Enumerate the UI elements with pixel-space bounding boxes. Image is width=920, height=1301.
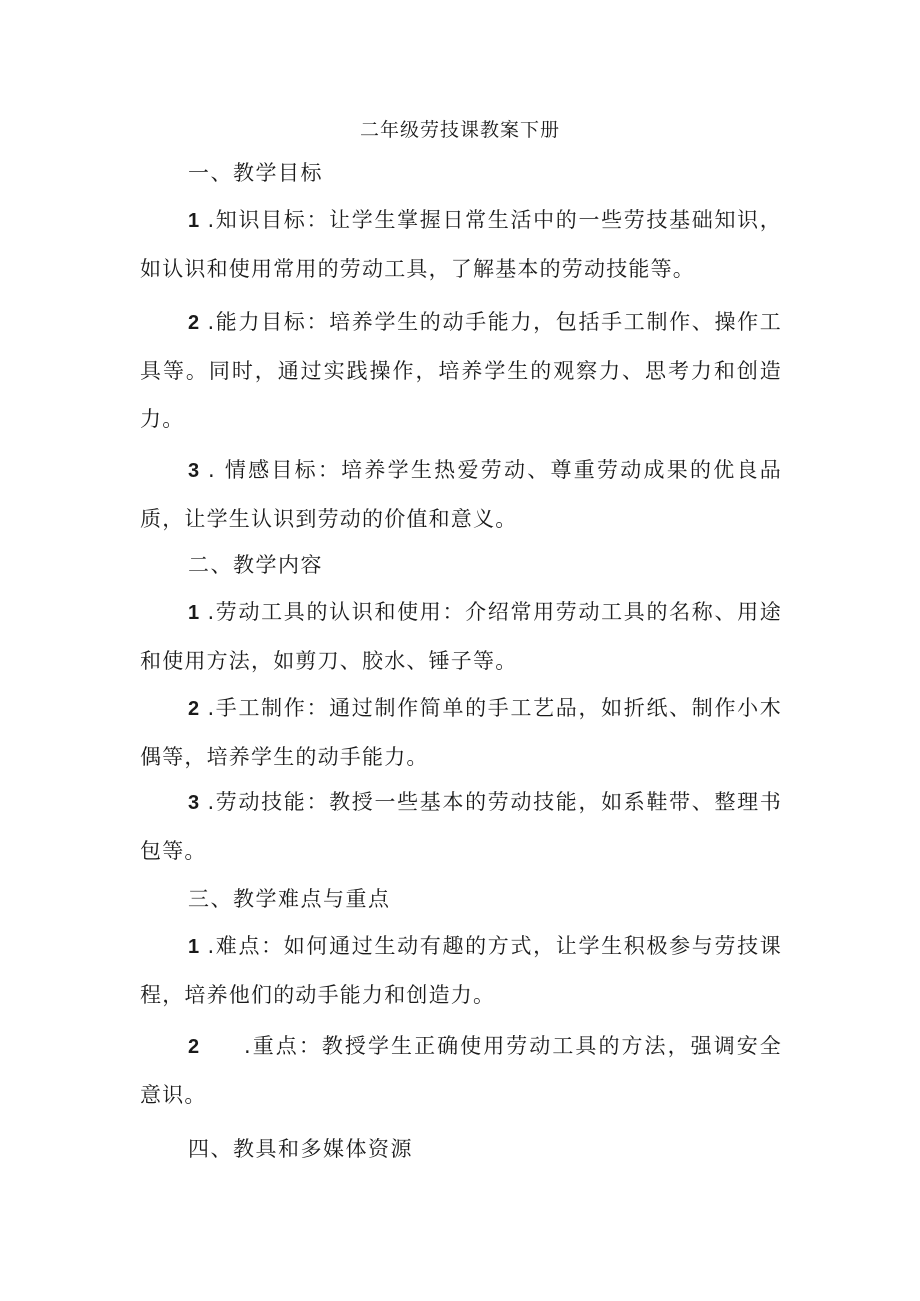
paragraph [140, 588, 782, 685]
paragraph [140, 778, 782, 875]
item-number: 1 [188, 602, 200, 624]
paragraph [140, 922, 782, 1019]
item-text: .手工制作：通过制作简单的手工艺品，如折纸、制作小木偶等，培养学生的动手能力。 [140, 696, 782, 769]
item-text: .知识目标：让学生掌握日常生活中的一些劳技基础知识，如认识和使用常用的劳动工具，了解基本的劳动技能等。 [140, 208, 782, 281]
item-number: 3 [188, 792, 200, 814]
item-text: .重点：教授学生正确使用劳动工具的方法，强调安全意识。 [140, 1034, 782, 1107]
paragraph [140, 446, 782, 543]
item-number: 3 [188, 460, 200, 482]
section-heading-resources: 四、教具和多媒体资源 [188, 1137, 413, 1161]
item-text: .难点：如何通过生动有趣的方式，让学生积极参与劳技课程，培养他们的动手能力和创造力。 [140, 934, 782, 1007]
item-text: .能力目标：培养学生的动手能力，包括手工制作、操作工具等。同时，通过实践操作，培养学生的观察力、思考力和创造力。 [140, 310, 782, 431]
section-heading-difficulties: 三、教学难点与重点 [188, 887, 391, 911]
paragraph [140, 1022, 782, 1119]
section-heading-objectives: 一、教学目标 [188, 161, 323, 185]
item-number: 1 [188, 210, 200, 232]
item-text: .劳动工具的认识和使用：介绍常用劳动工具的名称、用途和使用方法，如剪刀、胶水、锤子等。 [140, 600, 782, 673]
item-number: 2 [188, 698, 200, 720]
paragraph [140, 196, 782, 293]
document-title: 二年级劳技课教案下册 [359, 119, 560, 141]
paragraph [140, 684, 782, 781]
item-number: 1 [188, 936, 200, 958]
section-heading-content: 二、教学内容 [188, 553, 323, 577]
paragraph [140, 298, 782, 443]
item-number: 2 [188, 312, 200, 334]
item-text: .劳动技能：教授一些基本的劳动技能，如系鞋带、整理书包等。 [140, 790, 782, 863]
item-text: . 情感目标：培养学生热爱劳动、尊重劳动成果的优良品质，让学生认识到劳动的价值和意义。 [140, 458, 782, 531]
item-number: 2 [188, 1036, 200, 1058]
